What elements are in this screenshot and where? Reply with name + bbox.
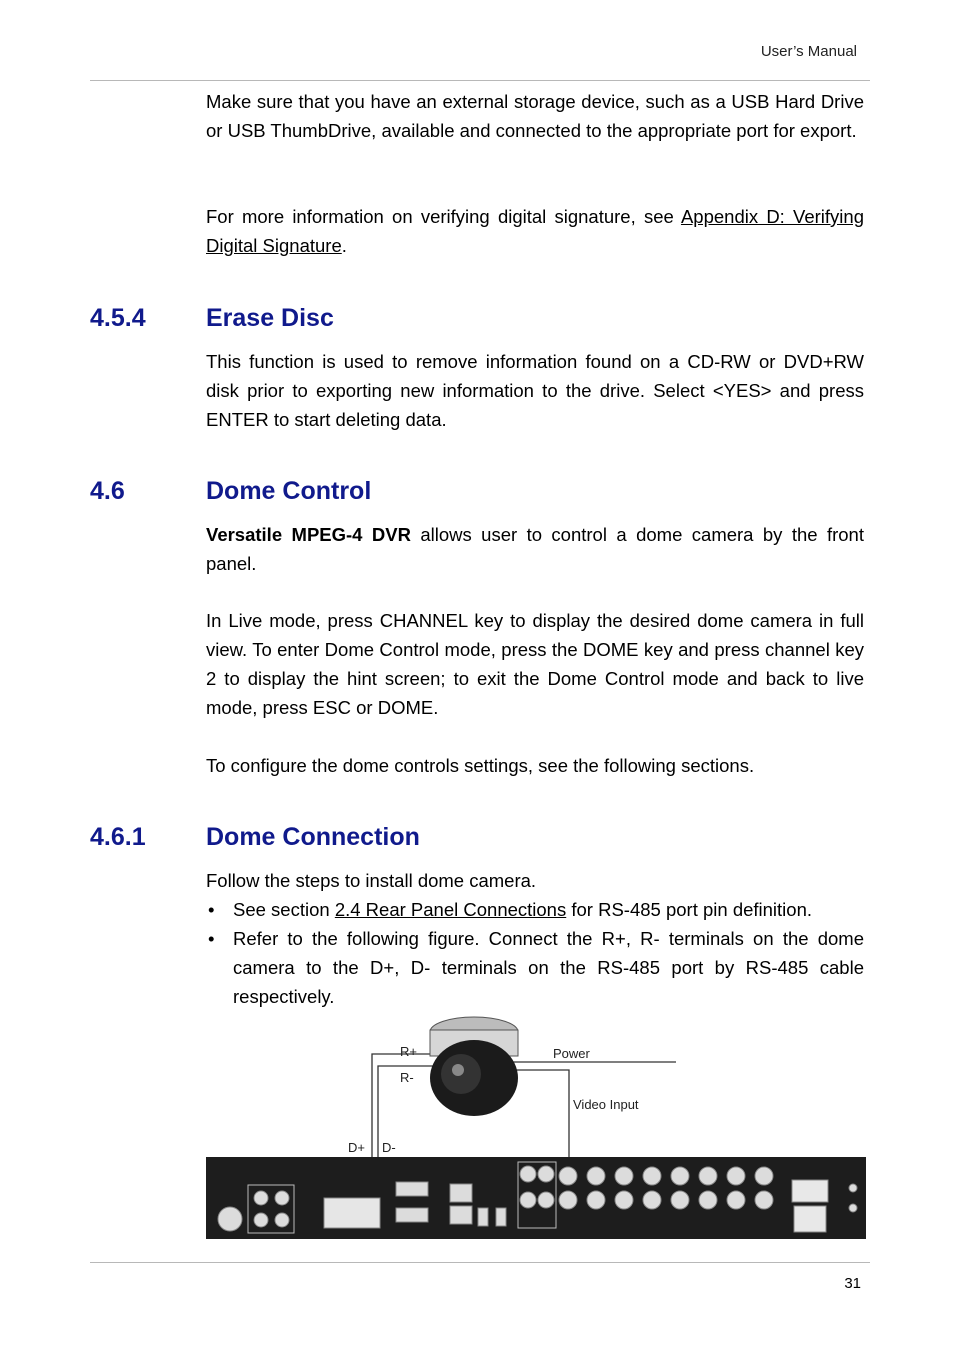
erase-disc-paragraph: This function is used to remove information found on a CD-RW or DVD+RW disk prior to exporting new information to the drive. Select <YES> and press ENTER to start deleting data. [206, 351, 864, 430]
heading-number: 4.6 [90, 477, 125, 505]
bullet1-prefix: See section [233, 899, 335, 920]
appendix-d-link[interactable]: Appendix D: Verifying Digital Signature [206, 206, 864, 256]
heading-title: Erase Disc [206, 304, 334, 332]
list-item [206, 895, 864, 924]
product-name: Versatile MPEG-4 DVR [206, 524, 411, 545]
bullet-icon: • [208, 899, 215, 920]
heading-dome-control [90, 475, 371, 507]
bullet-icon: • [208, 928, 215, 949]
header-rule [90, 80, 870, 81]
dvr-rear-panel [206, 1157, 866, 1239]
heading-number: 4.6.1 [90, 823, 146, 851]
intro-paragraph-1: Make sure that you have an external storage device, such as a USB Hard Drive or USB ThumbDrive, available and connected to the appropriate port for export. [206, 91, 864, 141]
bullet1-suffix: for RS-485 port pin definition. [566, 899, 813, 920]
label-video-input: Video Input [573, 1097, 639, 1112]
intro-paragraph-2 [206, 202, 864, 260]
dome-connection-figure [206, 1012, 866, 1240]
label-d-plus: D+ [348, 1140, 365, 1155]
heading-number: 4.5.4 [90, 304, 146, 332]
intro-p2-prefix: For more information on verifying digital signature, see [206, 206, 681, 227]
dome-connection-steps [206, 895, 864, 1011]
heading-title: Dome Connection [206, 823, 420, 851]
list-item [206, 924, 864, 1011]
footer-rule [90, 1262, 870, 1263]
dome-connection-intro: Follow the steps to install dome camera. [206, 870, 537, 891]
dome-camera-icon [430, 1017, 518, 1116]
bullet2-text: Refer to the following figure. Connect the R+, R- terminals on the dome camera to the D+, D- terminals on the RS-485 port by RS-485 cable respectively. [233, 928, 864, 1007]
label-r-minus: R- [400, 1070, 414, 1085]
rear-panel-link[interactable]: 2.4 Rear Panel Connections [334, 899, 567, 920]
label-r-plus: R+ [400, 1044, 417, 1059]
heading-erase-disc [90, 302, 334, 334]
dome-control-paragraph-1 [206, 520, 864, 578]
dome-control-paragraph-3: To configure the dome controls settings, see the following sections. [206, 755, 755, 776]
label-d-minus: D- [382, 1140, 396, 1155]
dome-control-paragraph-2: In Live mode, press CHANNEL key to display the desired dome camera in full view. To enter Dome Control mode, press the DOME key and press channel key 2 to display the hint screen; to exit the Dome Control mode and back to live mode, press ESC or DOME. [206, 610, 864, 718]
intro-p2-suffix: . [341, 235, 347, 256]
heading-dome-connection [90, 821, 420, 853]
page-number: 31 [844, 1275, 861, 1292]
heading-title: Dome Control [206, 477, 372, 505]
dome-control-p1-rest: allows user to control a dome camera by the front panel. [206, 524, 864, 574]
label-power: Power [553, 1046, 590, 1061]
running-header: User’s Manual [760, 43, 857, 60]
